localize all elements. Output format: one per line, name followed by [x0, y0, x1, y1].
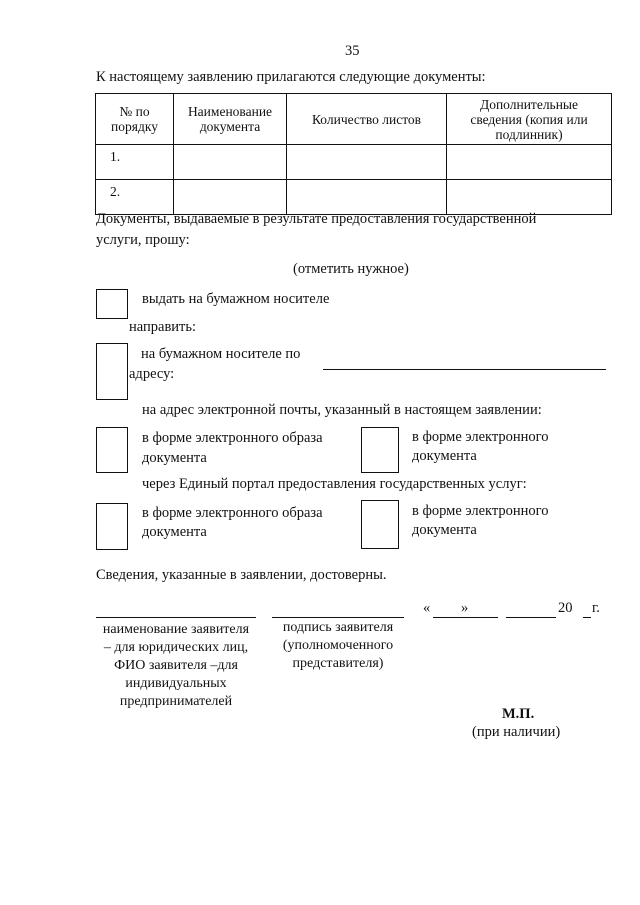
applicant-name-line[interactable] — [96, 617, 256, 618]
caption-line: (уполномоченного — [282, 638, 394, 653]
date-year-line[interactable] — [583, 617, 591, 618]
header-number — [96, 94, 174, 145]
paper-address-checkbox[interactable] — [96, 343, 128, 400]
caption-line: индивидуальных — [125, 676, 227, 691]
email-electronic-label: документа — [412, 448, 477, 464]
table-row — [96, 145, 612, 180]
additional-info-cell[interactable] — [447, 145, 612, 180]
portal-header: через Единый портал предоставления государственных услуг: — [142, 476, 527, 492]
stamp-label: М.П. — [502, 706, 535, 722]
address-input-line[interactable] — [323, 369, 606, 370]
header-line: подлинник) — [495, 126, 563, 142]
header-line: Количество листов — [311, 111, 422, 127]
email-electronic-label: в форме электронного — [412, 429, 549, 445]
mark-hint: (отметить нужное) — [293, 261, 409, 277]
portal-electronic-label: в форме электронного — [412, 503, 549, 519]
caption-line: предпринимателей — [119, 694, 233, 709]
row-number-cell: 2. — [96, 180, 174, 215]
paper-issue-checkbox[interactable] — [96, 289, 128, 319]
request-text-line: Документы, выдаваемые в результате предоставления государственной — [96, 211, 537, 227]
caption-line: наименование заявителя — [102, 622, 250, 637]
portal-image-label: в форме электронного образа — [142, 505, 323, 521]
caption-line: – для юридических лиц, — [103, 640, 249, 655]
stamp-note: (при наличии) — [472, 724, 561, 740]
date-year-suffix: г. — [592, 600, 600, 616]
header-sheet-count — [287, 94, 447, 145]
caption-line: представителя) — [292, 656, 384, 671]
email-header: на адрес электронной почты, указанный в настоящем заявлении: — [142, 402, 542, 418]
attachments-intro: К настоящему заявлению прилагаются следующие документы: — [96, 69, 486, 85]
attachments-table — [95, 93, 612, 215]
request-text-line: услуги, прошу: — [96, 232, 190, 248]
signature-line[interactable] — [272, 617, 404, 618]
header-line: Дополнительные — [479, 96, 578, 112]
email-image-checkbox[interactable] — [96, 427, 128, 473]
caption-line: подпись заявителя — [282, 620, 394, 635]
applicant-caption — [94, 621, 258, 711]
header-line: Наименование — [187, 104, 273, 119]
portal-electronic-label: документа — [412, 522, 477, 538]
header-additional-info — [447, 94, 612, 145]
date-month-line[interactable] — [506, 617, 556, 618]
paper-issue-label: выдать на бумажном носителе — [142, 291, 330, 307]
email-image-label: в форме электронного образа — [142, 430, 323, 446]
email-image-label: документа — [142, 450, 207, 466]
portal-image-label: документа — [142, 524, 207, 540]
send-label: направить: — [129, 319, 197, 335]
date-open-quote: « — [423, 600, 431, 616]
row-number-cell: 1. — [96, 145, 174, 180]
portal-image-checkbox[interactable] — [96, 503, 128, 550]
caption-line: ФИО заявителя –для — [114, 658, 238, 673]
header-line: № по — [119, 104, 150, 119]
portal-electronic-checkbox[interactable] — [361, 500, 399, 549]
table-header-row — [96, 94, 612, 145]
date-year-prefix: 20 — [558, 600, 573, 616]
date-day-line[interactable] — [433, 617, 498, 618]
date-close-quote: » — [461, 600, 469, 616]
header-line: документа — [199, 119, 261, 134]
confirmation-text: Сведения, указанные в заявлении, достоверны. — [96, 567, 387, 583]
sheet-count-cell[interactable] — [287, 145, 447, 180]
email-electronic-checkbox[interactable] — [361, 427, 399, 473]
header-document-name — [174, 94, 287, 145]
page-number: 35 — [345, 43, 360, 59]
paper-address-label: адресу: — [129, 366, 175, 382]
paper-address-label: на бумажном носителе по — [141, 346, 301, 362]
header-line: порядку — [111, 119, 158, 134]
document-name-cell[interactable] — [174, 145, 287, 180]
signature-caption — [270, 619, 406, 673]
header-line: сведения (копия или — [470, 111, 588, 127]
